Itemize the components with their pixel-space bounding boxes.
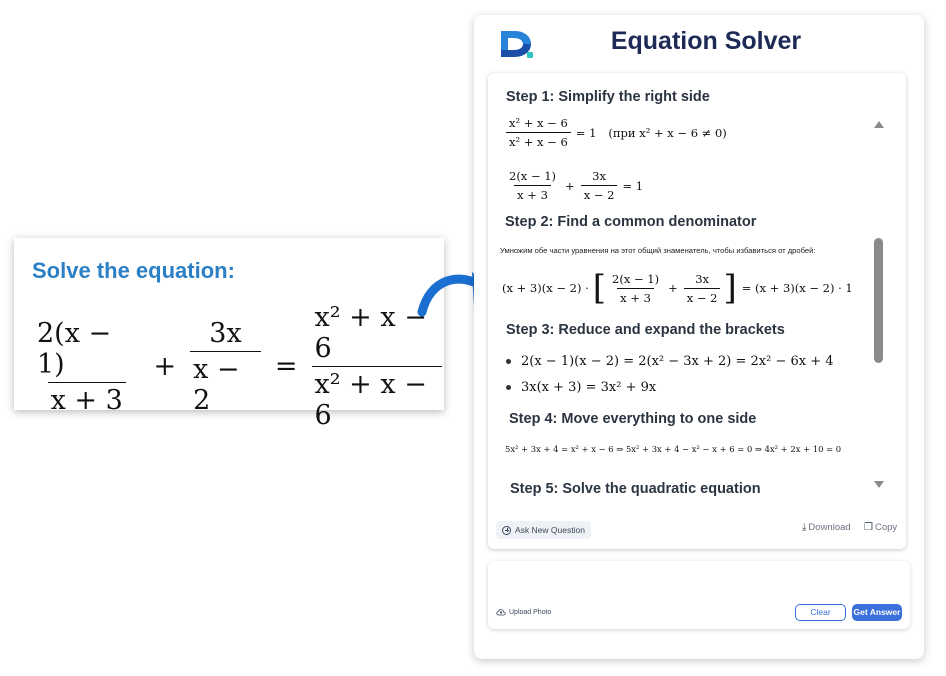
scroll-up-arrow[interactable] — [874, 121, 884, 128]
bullet-dot — [506, 385, 511, 390]
equation-text: (x + 3)(x − 2) · — [502, 281, 589, 295]
equation-text: = 1 — [575, 125, 597, 140]
denominator: x − 2 — [684, 288, 721, 305]
step5-title: Step 5: Solve the quadratic equation — [510, 481, 761, 497]
bullet-text: 2(x − 1)(x − 2) = 2(x² − 3x + 2) = 2x² − 6x + 4 — [521, 354, 834, 369]
fraction — [581, 169, 618, 202]
step4-equation: 5x² + 3x + 4 = x² + x − 6 ⇒ 5x² + 3x + 4 − x² − x + 6 = 0 ⇒ 4x² + 2x + 10 = 0 — [505, 444, 842, 454]
denominator: x − 2 — [190, 351, 261, 416]
solution-panel — [488, 73, 906, 549]
equation-solver-app — [474, 15, 924, 659]
denominator: x + 3 — [48, 382, 126, 416]
fraction — [190, 318, 261, 416]
step4-title: Step 4: Move everything to one side — [509, 411, 757, 427]
scroll-down-arrow[interactable] — [874, 481, 884, 488]
plus-sign: + — [668, 281, 678, 295]
step2-title: Step 2: Find a common denominator — [505, 214, 757, 230]
step3-bullet — [506, 354, 834, 369]
step1-equation-1 — [504, 116, 727, 149]
problem-equation — [32, 302, 444, 431]
fraction — [609, 272, 662, 305]
fraction — [684, 272, 721, 305]
plus-circle-icon — [502, 526, 511, 535]
bullet-text: 3x(x + 3) = 3x² + 9x — [521, 380, 657, 395]
get-answer-button[interactable]: Get Answer — [852, 604, 902, 621]
step1-equation-2 — [504, 169, 643, 202]
numerator: 2(x − 1) — [509, 169, 557, 183]
numerator: x² + x − 6 — [509, 116, 568, 130]
numerator: 3x — [209, 317, 242, 349]
numerator: 3x — [592, 169, 606, 183]
step1-title: Step 1: Simplify the right side — [506, 89, 710, 105]
denominator: x² + x − 6 — [312, 366, 442, 431]
copy-button[interactable] — [864, 522, 897, 533]
numerator: x² + x − 6 — [314, 302, 427, 364]
step2-equation — [502, 268, 853, 308]
clear-button[interactable]: Clear — [795, 604, 846, 621]
copy-label: Copy — [874, 522, 898, 533]
numerator: 3x — [695, 271, 709, 286]
left-bracket: [ — [592, 268, 607, 308]
copy-icon: ❐ — [864, 522, 873, 533]
question-input-area[interactable] — [488, 561, 910, 629]
upload-photo-button[interactable] — [496, 608, 551, 616]
plus-sign: + — [565, 178, 575, 193]
bullet-dot — [506, 359, 511, 364]
condition-text: (при x² + x − 6 ≠ 0) — [608, 125, 727, 140]
denominator: x + 3 — [514, 185, 551, 202]
problem-title: Solve the equation: — [32, 258, 235, 283]
ask-new-question-button[interactable] — [496, 521, 591, 539]
denominator: x + 3 — [617, 288, 654, 305]
ask-new-question-label: Ask New Question — [515, 525, 585, 535]
download-label: Download — [808, 522, 851, 533]
upload-photo-label: Upload Photo — [509, 608, 552, 616]
download-button[interactable] — [802, 522, 851, 533]
equals-sign: = — [274, 351, 298, 382]
problem-card — [14, 238, 444, 431]
right-bracket: ] — [723, 268, 737, 308]
step3-title: Step 3: Reduce and expand the brackets — [506, 322, 785, 338]
fraction — [506, 169, 559, 202]
equation-text: = 1 — [622, 178, 644, 193]
plus-sign: + — [153, 351, 177, 382]
denominator: x − 2 — [581, 185, 618, 202]
logo-icon — [498, 28, 534, 60]
fraction — [34, 318, 139, 416]
solution-content — [488, 73, 878, 513]
download-icon: ⤓ — [802, 522, 807, 533]
app-title: Equation Solver — [610, 27, 802, 55]
numerator: 2(x − 1) — [612, 271, 660, 286]
denominator: x² + x − 6 — [506, 132, 571, 149]
cloud-upload-icon — [496, 608, 506, 616]
fraction — [312, 302, 442, 431]
step2-text: Умножим обе части уравнения на этот общий знаменатель, чтобы избавиться от дробей: — [500, 246, 816, 255]
fraction — [506, 116, 571, 149]
scrollbar-thumb[interactable] — [874, 238, 883, 363]
step3-bullet — [506, 380, 656, 395]
numerator: 2(x − 1) — [37, 317, 112, 380]
equation-text: = (x + 3)(x − 2) · 1 — [741, 281, 853, 295]
